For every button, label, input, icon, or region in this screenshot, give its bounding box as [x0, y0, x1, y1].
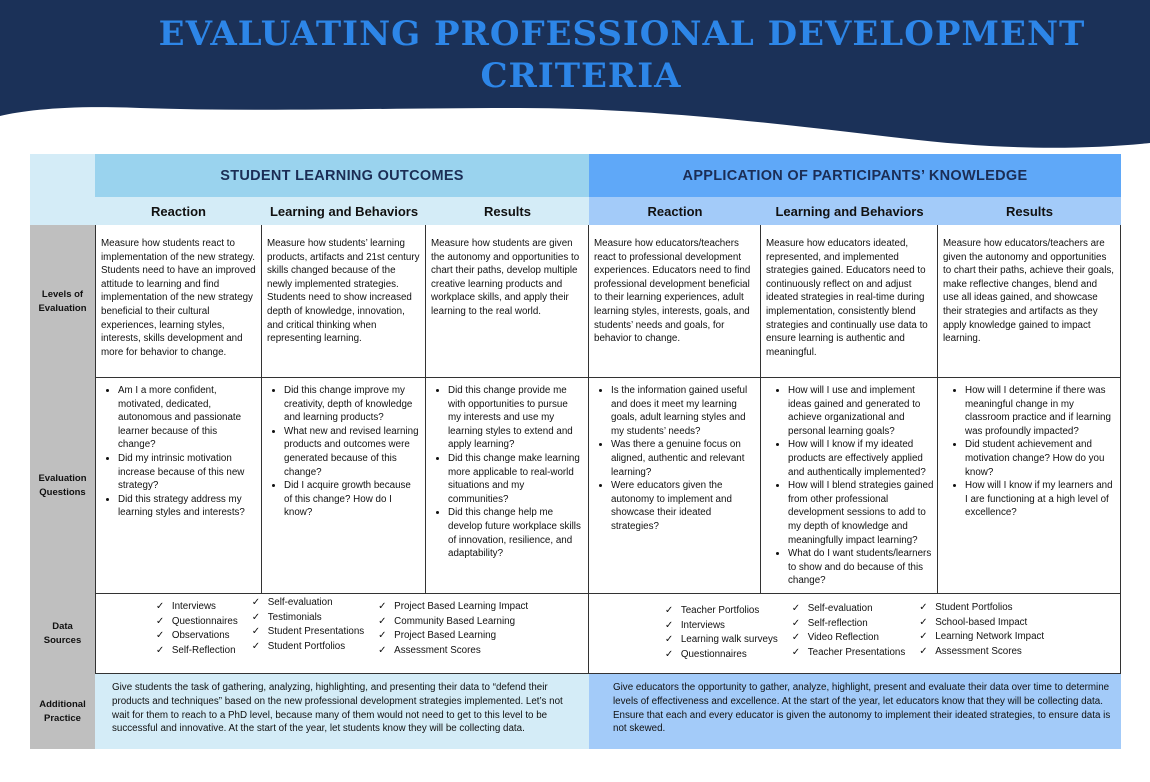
- question-item: • What new and revised learning products and outcomes were generated because of this change?: [284, 425, 420, 479]
- question-item: • What do I want students/learners to show and do because of this change?: [788, 547, 935, 588]
- data-source-item: ✓ Questionnaires: [156, 615, 238, 630]
- question-item: • Did my intrinsic motivation increase because of this new strategy?: [118, 452, 256, 493]
- data-source-list: [665, 604, 778, 662]
- data-source-item: ✓ Observations: [156, 629, 238, 644]
- data-source-list: [156, 600, 238, 658]
- question-item: • Did I acquire growth because of this change? How do I know?: [284, 479, 420, 520]
- additional-practice-educators: Give educators the opportunity to gather, analyze, highlight, present and evaluate their data over time to determine levels of effectiveness and excellence. At the start of the year, let educators know that they will be collecting data. Ensure that each and every educator is given the autonomy to implement their ideated strategies, to ensure data is not skewed.: [589, 674, 1121, 749]
- question-item: • How will I determine if there was meaningful change in my classroom practice and if learning was profoundly impacted?: [965, 384, 1115, 438]
- column-header-reaction: Reaction: [589, 197, 761, 225]
- page-title-line-2: CRITERIA: [480, 56, 682, 96]
- additional-practice-students: Give students the task of gathering, analyzing, highlighting, and presenting their data to “defend their products and techniques” based on the new professional development strategies implemented. Let’s not wait for them to reach to a PhD level, because many of them would not need to get to this level to be successful and innovative. At the start of the year, let students know they will be collecting data.: [95, 674, 589, 749]
- question-item: • Were educators given the autonomy to implement and showcase their ideated strategies?: [611, 479, 755, 533]
- data-source-item: ✓ Student Portfolios: [919, 601, 1044, 616]
- section-header-participants-knowledge: APPLICATION OF PARTICIPANTS’ KNOWLEDGE: [589, 154, 1121, 197]
- data-source-item: ✓ Self-reflection: [792, 617, 905, 632]
- column-header-results: Results: [938, 197, 1121, 225]
- page-title-line-1: EVALUATING PROFESSIONAL DEVELOPMENT: [158, 14, 1086, 54]
- data-source-item: ✓ Student Presentations: [252, 625, 364, 640]
- question-item: • Did student achievement and motivation change? How do you know?: [965, 438, 1115, 479]
- section-header-student-learning: STUDENT LEARNING OUTCOMES: [95, 154, 589, 197]
- data-sources-students: [95, 594, 589, 674]
- question-item: • Am I a more confident, motivated, dedicated, autonomous and passionate learner because of this change?: [118, 384, 256, 452]
- questions-educator-results: [938, 378, 1121, 594]
- question-item: • How will I use and implement ideas gained and generated to achieve organizational and personal learning goals?: [788, 384, 935, 438]
- data-source-item: ✓ Community Based Learning: [378, 615, 528, 630]
- data-source-item: ✓ Student Portfolios: [252, 640, 364, 655]
- levels-student-reaction: Measure how students react to implementation of the new strategy. Students need to have an improved attitude to learning and find implementation of the new strategy beneficial to their cultural experiences, learning styles, interests, skills development and more for behavior to change.: [95, 225, 262, 378]
- question-item: • Did this change help me develop future workplace skills of innovation, resilience, and adaptability?: [448, 506, 583, 560]
- column-header-learning-behaviors: Learning and Behaviors: [262, 197, 426, 225]
- row-label-additional-practice: Additional Practice: [30, 674, 95, 749]
- corner-header-cell: [30, 154, 95, 197]
- question-list: [267, 384, 420, 520]
- data-source-item: ✓ Project Based Learning: [378, 629, 528, 644]
- question-item: • Is the information gained useful and does it meet my learning goals, adult learning styles and my students’ needs?: [611, 384, 755, 438]
- data-source-item: ✓ Learning walk surveys: [665, 633, 778, 648]
- column-header-results: Results: [426, 197, 589, 225]
- question-list: [101, 384, 256, 520]
- data-source-item: ✓ Assessment Scores: [919, 645, 1044, 660]
- question-item: • Was there a genuine focus on aligned, authentic and relevant learning?: [611, 438, 755, 479]
- data-source-item: ✓ School-based Impact: [919, 616, 1044, 631]
- data-source-item: ✓ Self-evaluation: [252, 596, 364, 611]
- data-source-item: ✓ Learning Network Impact: [919, 630, 1044, 645]
- data-source-list: [919, 601, 1044, 659]
- data-source-item: ✓ Self-Reflection: [156, 644, 238, 659]
- corner-subheader-cell: [30, 197, 95, 225]
- levels-student-results: Measure how students are given the autonomy and opportunities to chart their paths, develop multiple creative learning products and workplace skills, and apply their learning to the real world.: [426, 225, 589, 378]
- questions-educator-reaction: [589, 378, 761, 594]
- criteria-table: [30, 154, 1121, 749]
- levels-educator-reaction: Measure how educators/teachers react to professional development experiences. Educators need to find professional development beneficial to their learning experiences, adult learning styles, interests, goals, and students’ needs and goals, for behavior to change.: [589, 225, 761, 378]
- question-item: • How will I know if my learners and I are functioning at a high level of excellence?: [965, 479, 1115, 520]
- levels-educator-results: Measure how educators/teachers are given the autonomy and opportunities to chart their paths, achieve their goals, make reflective changes, blend and use all ideas gained, and showcase their strategies and artifacts as they apply knowledge gained to impact learning.: [938, 225, 1121, 378]
- question-list: [766, 384, 935, 588]
- row-label-data-sources: Data Sources: [30, 594, 95, 674]
- row-label-levels: Levels of Evaluation: [30, 225, 95, 378]
- data-source-item: ✓ Testimonials: [252, 611, 364, 626]
- data-sources-educators: [589, 594, 1121, 674]
- question-item: • How will I blend strategies gained from other professional development sessions to add to my depth of knowledge and meaningfully impact learning?: [788, 479, 935, 547]
- question-list: [431, 384, 583, 561]
- levels-educator-learning: Measure how educators ideated, represented, and implemented strategies gained. Educators need to continuously reflect on and adjust ideated strategies in real-time during implementation, consistently blend strategies and continually use data to ensure learning is authentic and meaningful.: [761, 225, 938, 378]
- column-header-reaction: Reaction: [95, 197, 262, 225]
- data-source-list: [378, 600, 528, 658]
- column-header-learning-behaviors: Learning and Behaviors: [761, 197, 938, 225]
- question-item: • Did this change make learning more applicable to real-world situations and my communities?: [448, 452, 583, 506]
- question-item: • Did this change improve my creativity, depth of knowledge and learning products?: [284, 384, 420, 425]
- data-source-item: ✓ Questionnaires: [665, 648, 778, 663]
- data-source-item: ✓ Self-evaluation: [792, 602, 905, 617]
- question-item: • How will I know if my ideated products are effectively applied and authentically implemented?: [788, 438, 935, 479]
- data-source-item: ✓ Interviews: [665, 619, 778, 634]
- data-source-item: ✓ Interviews: [156, 600, 238, 615]
- questions-student-reaction: [95, 378, 262, 594]
- questions-student-learning: [262, 378, 426, 594]
- data-source-item: ✓ Assessment Scores: [378, 644, 528, 659]
- question-item: • Did this change provide me with opportunities to pursue my interests and use my learning styles to extend and apply learning?: [448, 384, 583, 452]
- question-item: • Did this strategy address my learning styles and interests?: [118, 493, 256, 520]
- question-list: [594, 384, 755, 534]
- levels-student-learning: Measure how students’ learning products, artifacts and 21st century skills changed because of the newly implemented strategies. Students need to show increased depth of knowledge, innovation, and critical thinking when representing learning.: [262, 225, 426, 378]
- questions-student-results: [426, 378, 589, 594]
- data-source-item: ✓ Teacher Presentations: [792, 646, 905, 661]
- row-label-questions: Evaluation Questions: [30, 378, 95, 594]
- data-source-list: [792, 602, 905, 660]
- question-list: [943, 384, 1115, 520]
- data-source-item: ✓ Project Based Learning Impact: [378, 600, 528, 615]
- data-source-item: ✓ Teacher Portfolios: [665, 604, 778, 619]
- data-source-list: [252, 596, 364, 654]
- data-source-item: ✓ Video Reflection: [792, 631, 905, 646]
- questions-educator-learning: [761, 378, 938, 594]
